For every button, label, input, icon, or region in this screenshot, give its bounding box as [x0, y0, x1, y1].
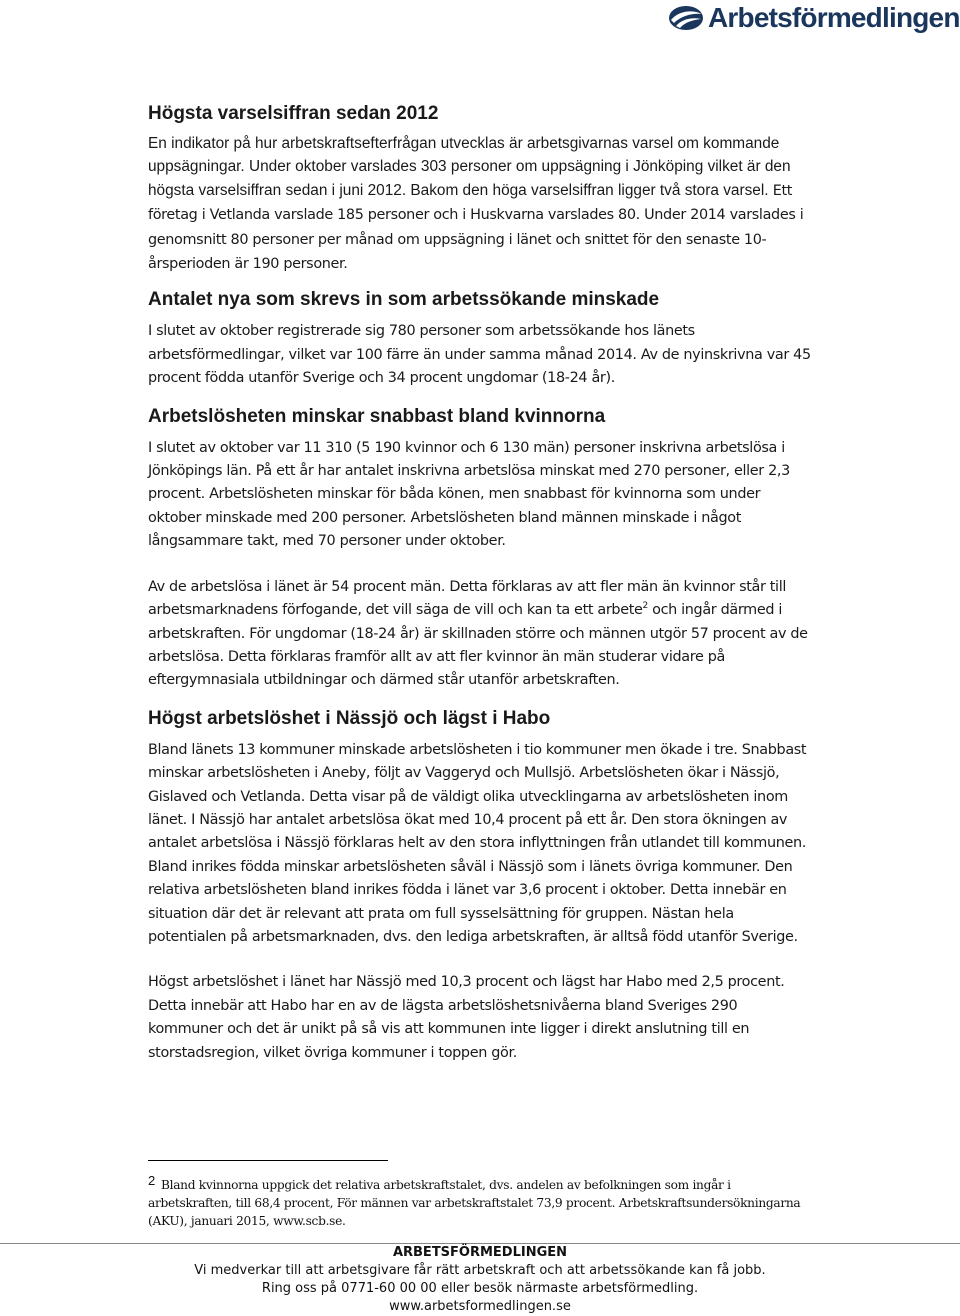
footnote-reference[interactable]: 2	[642, 601, 648, 612]
footer-org: ARBETSFÖRMEDLINGEN	[392, 1245, 568, 1260]
footnote-text: Bland kvinnorna uppgick det relativa arbetskraftstalet, dvs. andelen av befolkningen som ingår i arbetskraften, till 68,4 procent, För männen var arbetskraftstalet 73,9 procent. Arbetskraftsundersökningarna (AKU), januari 2015, www.scb.se.	[148, 1178, 801, 1228]
paragraph-kommuner: Bland länets 13 kommuner minskade arbetslösheten i tio kommuner men ökade i tre. Snabbast minskar arbetslösheten i Aneby, följt av Vaggeryd och Mullsjö. Arbetslösheten ökar i Nässjö, Gislaved och Vetlanda. Detta visar på de väldigt olika utvecklingarna av arbetslösheten inom länet. I Nässjö har antalet arbetslösa ökat med 10,4 procent på ett år. Den stora ökningen av antalet arbetslösa i Nässjö förklaras helt av den stora inflyttningen från utlandet till kommunen. Bland inrikes födda minskar arbetslösheten såväl i Nässjö som i länets övriga kommuner. Den relativa arbetslösheten bland inrikes födda i länet var 3,6 procent i oktober. Detta innebär en situation där det är relevant att prata om full sysselsättning för gruppen. Nästan hela potentialen på arbetsmarknaden, dvs. den lediga arbetskraften, är alltså född utanför Sverige.	[148, 741, 807, 945]
footnote-divider	[148, 1160, 388, 1161]
section-heading-varsel: Högsta varselsiffran sedan 2012	[148, 103, 439, 124]
logo-text: Arbetsförmedlingen	[708, 2, 960, 33]
paragraph-varsel-intro: En indikator på hur arbetskraftsefterfrågan utvecklas är arbetsgivarnas varsel om kommande uppsägningar. Under oktober varslades 303 personer om uppsägning i Jönköping vilket är den högsta varselsiffran sedan i juni 2012. Bakom den höga varselsiffran ligger två stora varsel.	[148, 135, 791, 199]
paragraph-arbetsloshet-oktober: I slutet av oktober var 11 310 (5 190 kvinnor och 6 130 män) personer inskrivna arbetslösa i Jönköpings län. På ett år har antalet inskrivna arbetslösa minskat med 270 personer, eller 2,3 procent. Arbetslösheten minskar för båda könen, men snabbast för kvinnorna som under oktober minskade med 200 personer. Arbetslösheten bland männen minskade i något långsammare takt, med 70 personer under oktober.	[148, 439, 790, 550]
paragraph-arbetslosa-man-after: och ingår därmed i arbetskraften. För ungdomar (18-24 år) är skillnaden större och männen utgör 57 procent av de arbetslösa. Detta förklaras framför allt av att fler kvinnor än män studerar vidare på eftergymnasiala utbildningar och därmed står utanför arbetskraften.	[148, 602, 808, 689]
paragraph-nassjo-habo: Högst arbetslöshet i länet har Nässjö med 10,3 procent och lägst har Habo med 2,5 procent. Detta innebär att Habo har en av de lägsta arbetslöshetsnivåerna bland Sveriges 290 kommuner och det är unikt på så vis att kommunen inte ligger i direkt anslutning till en storstadsregion, vilket övriga kommuner i toppen gör.	[148, 974, 785, 1061]
footnote-number: 2	[148, 1173, 155, 1188]
article-body	[148, 102, 816, 1065]
paragraph-arbetslosa-man-before: Av de arbetslösa i länet är 54 procent män. Detta förklaras av att fler män än kvinnor står till arbetsmarknadens förfogande, det vill säga de vill och kan ta ett arbete	[148, 578, 787, 619]
arbetsformedlingen-logo	[668, 4, 960, 32]
arbetsformedlingen-emblem-icon	[668, 5, 704, 31]
section-heading-nassjo-habo: Högst arbetslöshet i Nässjö och lägst i Habo	[148, 707, 551, 729]
page-footer	[0, 1244, 960, 1316]
footnote	[148, 1172, 816, 1230]
footer-contact: Ring oss på 0771-60 00 00 eller besök närmaste arbetsförmedling.	[261, 1281, 699, 1296]
section-heading-kvinnor: Arbetslösheten minskar snabbast bland kvinnorna	[148, 405, 606, 427]
section-heading-nyinskrivna: Antalet nya som skrevs in som arbetssökande minskade	[148, 289, 660, 311]
paragraph-nyinskrivna: I slutet av oktober registrerade sig 780 personer som arbetssökande hos länets arbetsförmedlingar, vilket var 100 färre än under samma månad 2014. Av de nyinskrivna var 45 procent födda utanför Sverige och 34 procent ungdomar (18-24 år).	[148, 323, 811, 387]
paragraph-varsel	[148, 132, 816, 276]
footer-website-link[interactable]: www.arbetsformedlingen.se	[389, 1299, 571, 1314]
paragraph-arbetslosa-man	[148, 576, 816, 693]
footer-tagline: Vi medverkar till att arbetsgivare får rätt arbetskraft och att arbetssökande kan få jobb.	[194, 1263, 766, 1278]
paragraph-varsel-rest: Ett företag i Vetlanda varslade 185 personer och i Huskvarna varslades 80. Under 2014 varslades i genomsnitt 80 personer per månad om uppsägning i länet och snittet för den senaste 10-årsperioden är 190 personer.	[148, 182, 804, 273]
